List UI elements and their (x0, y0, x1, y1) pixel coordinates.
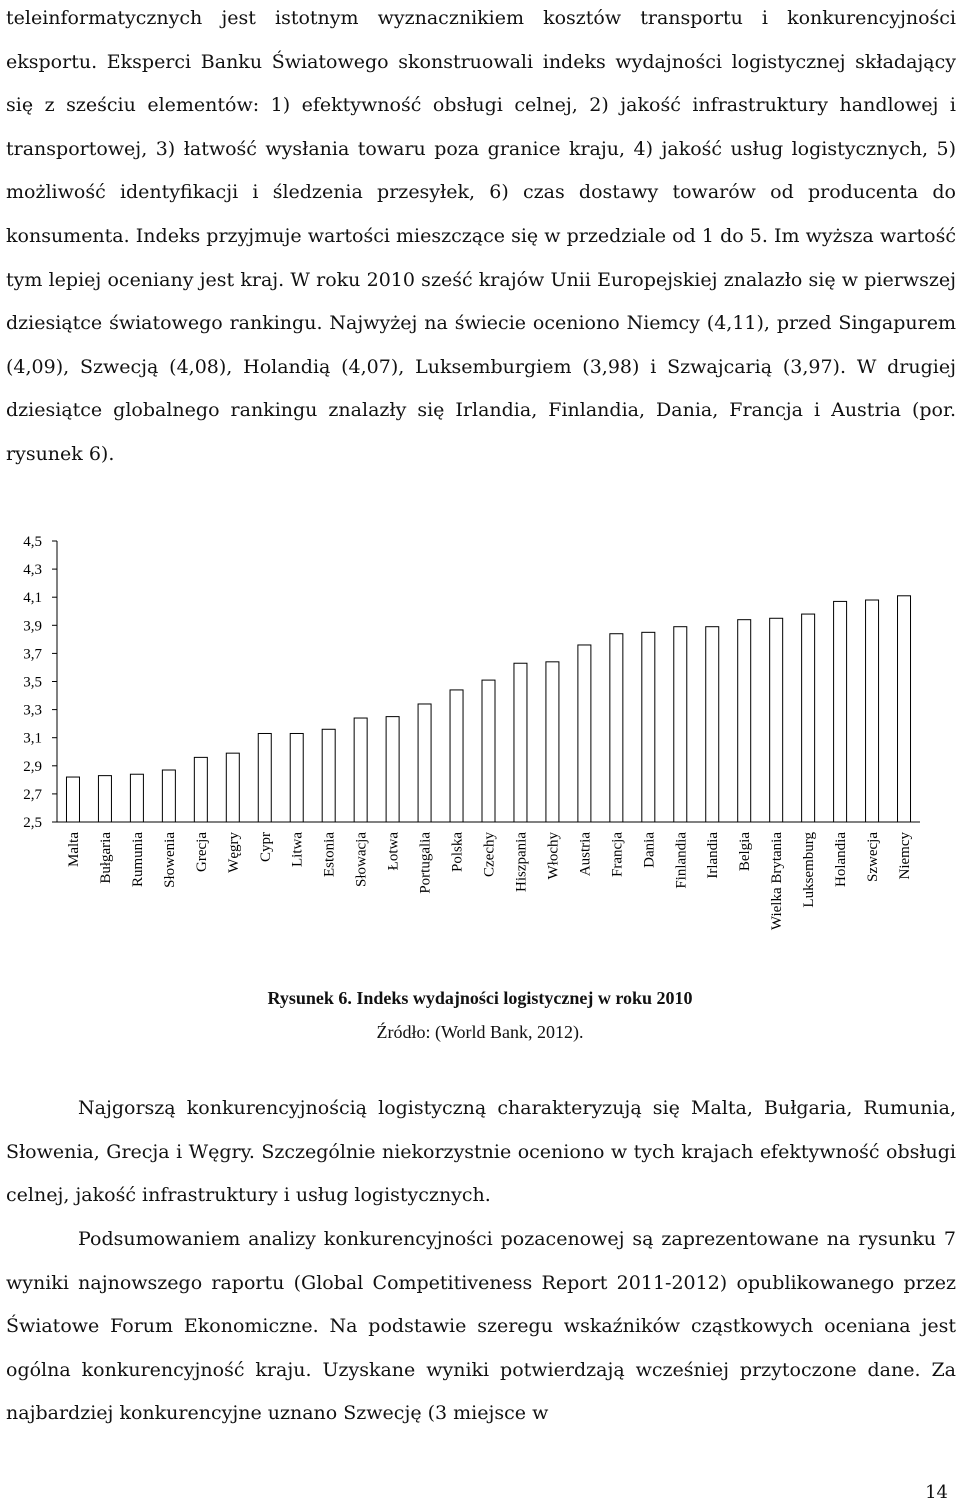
bar (546, 662, 559, 822)
bar (834, 601, 847, 822)
x-tick-label: Holandia (833, 832, 850, 887)
y-tick-label: 2,7 (23, 786, 42, 803)
x-tick-label: Belgia (737, 832, 754, 872)
x-tick-label: Litwa (289, 832, 306, 867)
x-tick-label: Szwecja (865, 832, 882, 882)
bar (578, 645, 591, 822)
x-tick-label: Hiszpania (513, 832, 530, 892)
x-tick-label: Włochy (545, 832, 562, 880)
chart-bars (66, 596, 910, 822)
bar (130, 774, 143, 822)
y-tick-labels (23, 534, 57, 831)
y-tick-label: 3,1 (23, 730, 42, 747)
bar (802, 614, 815, 822)
x-tick-label: Wielka Brytania (769, 832, 786, 931)
x-tick-label: Cypr (257, 832, 274, 862)
x-tick-label: Czechy (481, 832, 498, 877)
y-tick-label: 4,1 (23, 590, 42, 607)
bar (354, 718, 367, 822)
bar (738, 620, 751, 822)
bar (226, 753, 239, 822)
body-paragraph-3: Podsumowaniem analizy konkurencyjności pozacenowej są zaprezentowane na rysunku 7 wyniki najnowszego raportu (Global Competitiveness Report 2011-2012) opublikowanego przez Światowe Forum Ekonomiczne. Na podstawie szeregu wskaźników cząstkowych oceniana jest ogólna konkurencyjność kraju. Uzyskane wyniki potwierdzają wcześniej przytoczone dane. Za najbardziej konkurencyjne uznano Szwecję (3 miejsce w (6, 1228, 956, 1425)
bar (66, 777, 79, 822)
bar (898, 596, 911, 822)
x-tick-label: Dania (641, 832, 658, 868)
bar (418, 704, 431, 822)
x-tick-label: Estonia (321, 832, 338, 877)
bar (290, 733, 303, 822)
y-tick-label: 3,3 (23, 702, 42, 719)
bar (450, 690, 463, 822)
y-tick-label: 3,7 (23, 646, 42, 663)
x-tick-label: Rumunia (129, 832, 146, 887)
x-tick-label: Polska (449, 832, 466, 873)
x-tick-label: Słowacja (353, 832, 370, 887)
x-tick-label: Francja (609, 832, 626, 877)
bar (706, 627, 719, 822)
x-tick-labels (66, 832, 913, 931)
bar (866, 600, 879, 822)
figure-caption: Rysunek 6. Indeks wydajności logistycznej w roku 2010 (267, 988, 693, 1008)
x-tick-label: Irlandia (705, 832, 722, 879)
bar (642, 632, 655, 822)
body-paragraph-1: teleinformatycznych jest istotnym wyznacznikiem kosztów transportu i konkurencyjności eksportu. Eksperci Banku Światowego skonstruowali indeks wydajności logistycznej składający się z sześciu elementów: 1) efektywność obsługi celnej, 2) jakość infrastruktury handlowej i transportowej, 3) łatwość wysłania towaru poza granice kraju, 4) jakość usług logistycznych, 5) możliwość identyfikacji i śledzenia przesyłek, 6) czas dostawy towarów od producenta do konsumenta. Indeks przyjmuje wartości mieszczące się w przedziale od 1 do 5. Im wyższa wartość tym lepiej oceniany jest kraj. W roku 2010 sześć krajów Unii Europejskiej znalazło się w pierwszej dziesiątce światowego rankingu. Najwyżej na świecie oceniono Niemcy (4,11), przed Singapurem (4,09), Szwecją (4,08), Holandią (4,07), Luksemburgiem (3,98) i Szwajcarią (3,97). W drugiej dziesiątce globalnego rankingu znalazły się Irlandia, Finlandia, Dania, Francja i Austria (por. rysunek 6). (6, 7, 956, 465)
x-tick-label: Finlandia (673, 832, 690, 889)
y-tick-label: 4,3 (23, 562, 42, 579)
y-tick-label: 2,9 (23, 758, 42, 775)
bar (482, 680, 495, 822)
x-tick-label: Słowenia (161, 832, 178, 888)
figure-source: Źródło: (World Bank, 2012). (376, 1022, 584, 1042)
x-tick-label: Niemcy (897, 832, 914, 880)
y-tick-label: 2,5 (23, 815, 42, 831)
x-tick-label: Bułgaria (97, 832, 114, 884)
body-paragraph-2: Najgorszą konkurencyjnością logistyczną charakteryzują się Malta, Bułgaria, Rumunia, Słowenia, Grecja i Węgry. Szczególnie niekorzystnie oceniono w tych krajach efektywność obsługi celnej, jakość infrastruktury i usług logistycznych. (6, 1097, 956, 1207)
logistics-index-bar-chart (0, 525, 960, 975)
bar (98, 776, 111, 822)
x-tick-label: Łotwa (385, 832, 402, 871)
bar (610, 634, 623, 822)
x-tick-label: Węgry (225, 832, 242, 873)
bar (258, 733, 271, 822)
x-tick-label: Austria (577, 832, 594, 877)
y-tick-label: 4,5 (23, 534, 42, 550)
bar (322, 729, 335, 822)
bar (770, 618, 783, 822)
y-tick-label: 3,5 (23, 674, 42, 691)
x-tick-label: Grecja (193, 832, 210, 872)
x-tick-label: Portugalia (417, 832, 434, 894)
bar (514, 663, 527, 822)
x-tick-label: Malta (65, 832, 82, 867)
x-tick-label: Luksemburg (801, 832, 818, 908)
y-tick-label: 3,9 (23, 618, 42, 635)
bar (162, 770, 175, 822)
bar (386, 717, 399, 822)
bar (194, 757, 207, 822)
bar (674, 627, 687, 822)
page-number: 14 (925, 1482, 948, 1503)
